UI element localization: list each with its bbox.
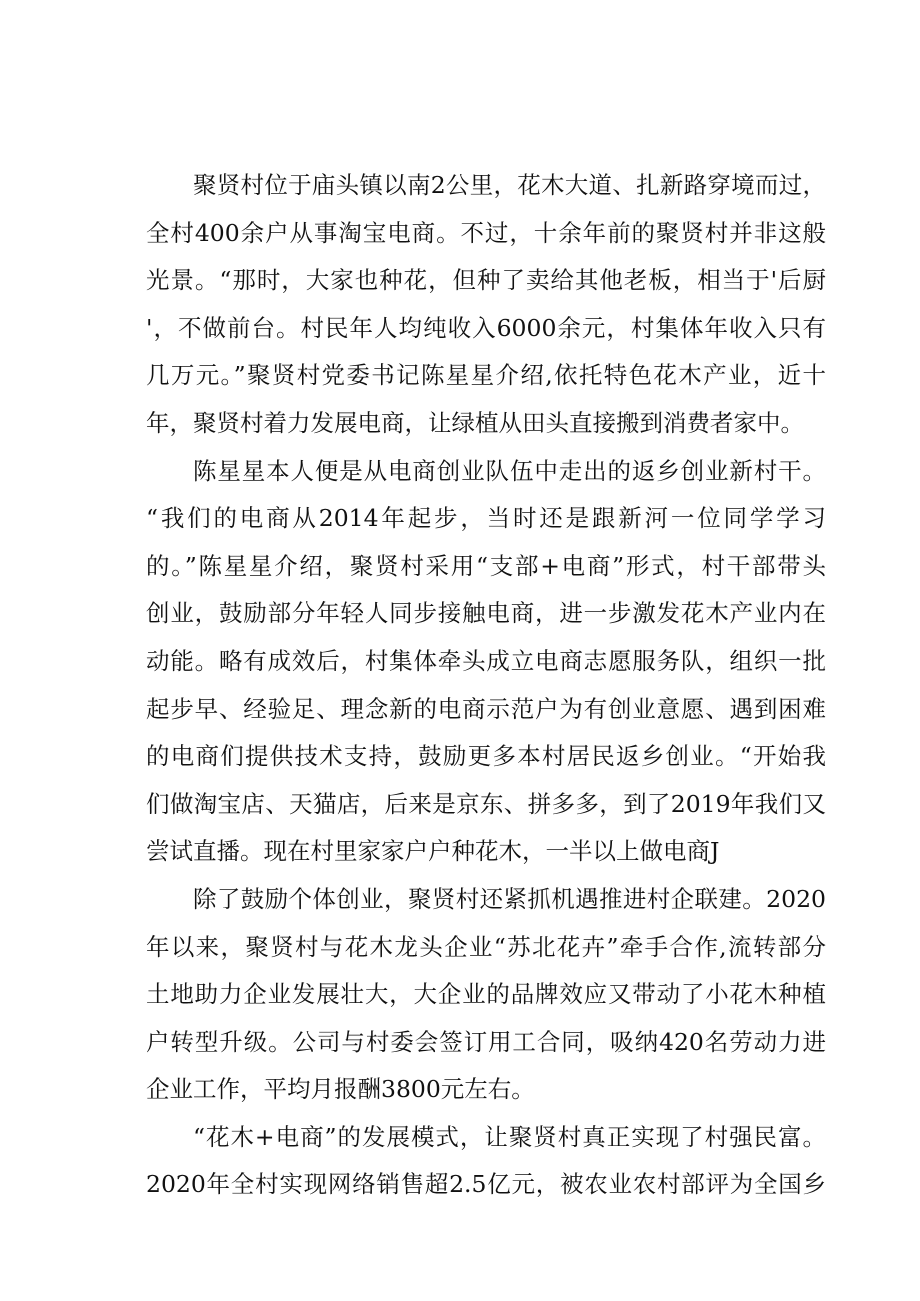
paragraph-line: 光景。“那时，大家也种花，但种了卖给其他老板，相当于'后厨 [146,266,826,295]
paragraph-1 [146,162,826,448]
paragraph-line: 户转型升级。公司与村委会签订用工合同，吸纳420名劳动力进 [146,1027,826,1056]
paragraph-line: 年以来，聚贤村与花木龙头企业“苏北花卉”牵手合作,流转部分 [146,932,826,961]
paragraph-line: “花木+电商”的发展模式，让聚贤村真正实现了村强民富。 [193,1122,826,1151]
paragraph-line: 2020年全村实现网络销售超2.5亿元，被农业农村部评为全国乡 [146,1170,826,1199]
paragraph-3 [146,876,826,1114]
paragraph-2 [146,448,826,876]
paragraph-line: 起步早、经验足、理念新的电商示范户为有创业意愿、遇到困难 [146,694,826,723]
paragraph-line: 年，聚贤村着力发展电商，让绿植从田头直接搬到消费者家中。 [146,408,804,437]
paragraph-line: “我们的电商从2014年起步，当时还是跟新河一位同学学习 [146,504,826,533]
paragraph-line: '，不做前台。村民年人均纯收入6000余元，村集体年收入只有 [146,313,826,342]
paragraph-line: 创业，鼓励部分年轻人同步接触电商，进一步激发花木产业内在 [146,599,826,628]
paragraph-line: 的。”陈星星介绍，聚贤村采用“支部+电商”形式，村干部带头 [146,551,826,580]
paragraph-line: 的电商们提供技术支持，鼓励更多本村居民返乡创业。“开始我 [146,742,826,771]
paragraph-line: 聚贤村位于庙头镇以南2公里，花木大道、扎新路穿境而过， [193,171,826,199]
paragraph-line: 陈星星本人便是从电商创业队伍中走出的返乡创业新村干。 [193,456,826,485]
paragraph-line: 几万元。”聚贤村党委书记陈星星介绍,依托特色花木产业，近十 [146,361,826,390]
paragraph-line: 除了鼓励个体创业，聚贤村还紧抓机遇推进村企联建。2020 [193,884,826,913]
paragraph-line: 们做淘宝店、天猫店，后来是京东、拼多多，到了2019年我们又 [146,789,826,818]
paragraph-line: 企业工作，平均月报酬3800元左右。 [146,1075,535,1104]
paragraph-line: 全村400余户从事淘宝电商。不过，十余年前的聚贤村并非这般 [146,218,826,247]
document-body [146,162,826,1209]
paragraph-line: 土地助力企业发展壮大，大企业的品牌效应又带动了小花木种植 [146,980,826,1009]
paragraph-4 [146,1114,826,1209]
paragraph-line: 动能。略有成效后，村集体牵头成立电商志愿服务队，组织一批 [146,646,826,675]
paragraph-line: 尝试直播。现在村里家家户户种花木，一半以上做电商J [146,837,720,866]
